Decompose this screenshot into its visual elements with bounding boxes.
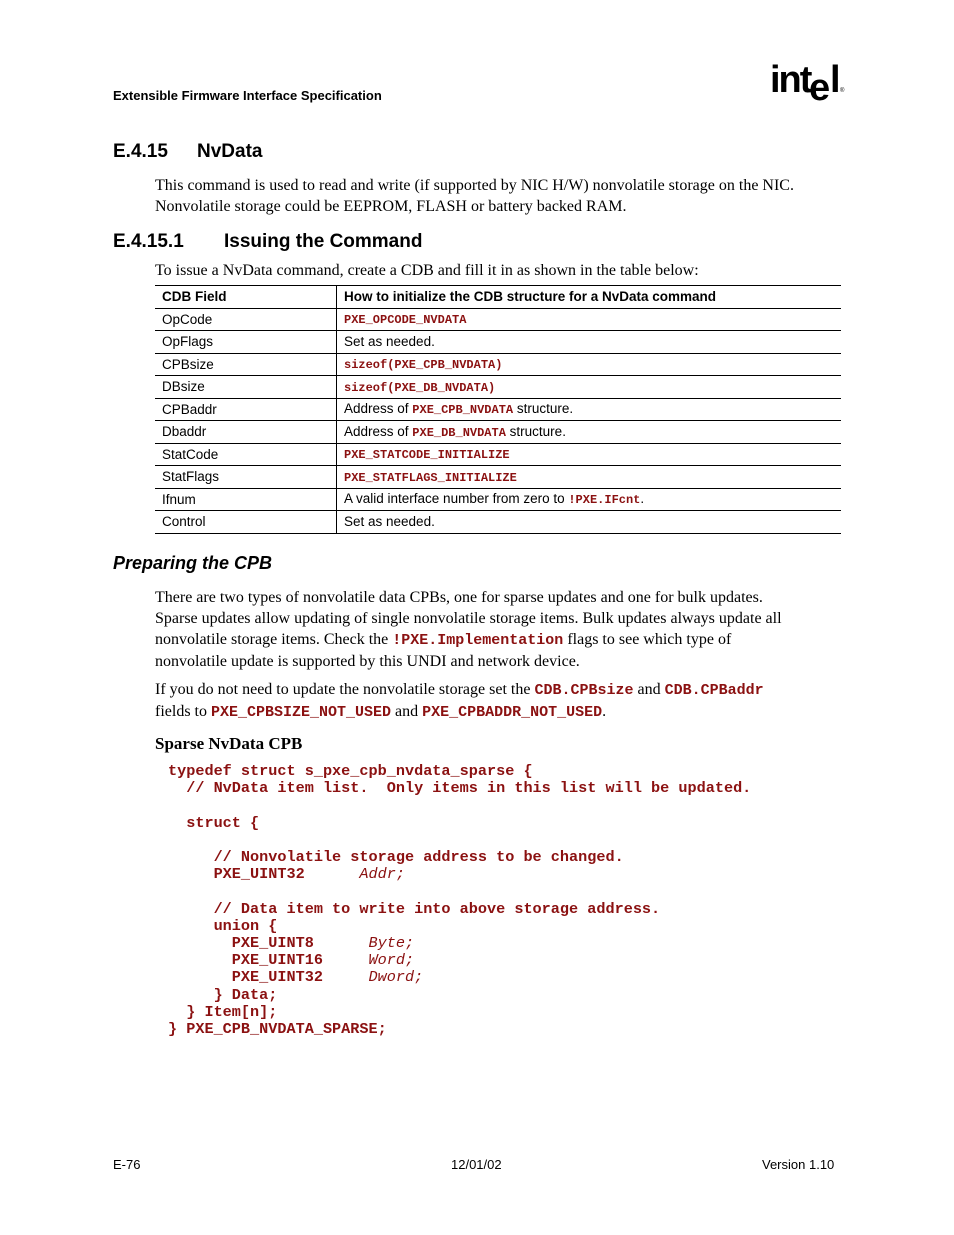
init-code: !PXE.IFcnt: [568, 493, 641, 508]
section-number: E.4.15: [113, 141, 168, 162]
init-code: PXE_OPCODE_NVDATA: [344, 313, 467, 328]
code-field-name: Dword;: [368, 968, 424, 987]
paragraph-text: .: [602, 703, 607, 720]
code-line: typedef struct s_pxe_cpb_nvdata_sparse {: [168, 762, 533, 780]
table-header-cell: How to initialize the CDB structure for a NvData command: [337, 286, 842, 309]
section-heading: [113, 141, 262, 163]
table-row: [155, 511, 841, 534]
cdb-field-cell: StatFlags: [155, 466, 337, 489]
cdb-init-cell: [337, 466, 842, 489]
init-text: Set as needed.: [344, 513, 435, 529]
init-code: PXE_DB_NVDATA: [412, 425, 506, 440]
code-type: PXE_UINT16: [168, 951, 323, 970]
init-text: Address of: [344, 423, 413, 439]
cdb-field-cell: OpCode: [155, 308, 337, 331]
init-text: Set as needed.: [344, 333, 435, 349]
cdb-field-cell: Control: [155, 511, 337, 534]
subsection-heading: [113, 231, 422, 253]
init-text: Address of: [344, 401, 413, 417]
preparing-paragraph-1: [155, 587, 845, 672]
table-row: [155, 308, 841, 331]
cdb-init-cell: [337, 398, 842, 421]
cdb-field-cell: DBsize: [155, 376, 337, 399]
subsection-number: E.4.15.1: [113, 231, 184, 252]
init-text: structure.: [505, 423, 566, 439]
inline-code: CDB.CPBaddr: [664, 682, 764, 699]
code-line: } Data;: [168, 985, 278, 1004]
cdb-init-cell: [337, 331, 842, 354]
code-field-name: Word;: [368, 951, 415, 970]
inline-code: CDB.CPBsize: [534, 682, 634, 699]
code-type: PXE_UINT32: [168, 865, 305, 884]
preparing-paragraph-2: [155, 679, 845, 723]
paragraph-line: [155, 679, 845, 701]
code-type: PXE_UINT32: [168, 968, 323, 987]
table-row: [155, 376, 841, 399]
svg-text:®: ®: [840, 88, 845, 94]
section-intro-line: This command is used to read and write (if supported by NIC H/W) nonvolatile storage on the NIC.: [155, 177, 794, 194]
paragraph-line: [155, 629, 845, 651]
init-text: .: [640, 491, 645, 507]
paragraph-text: If you do not need to update the nonvolatile storage set the: [155, 681, 535, 698]
init-text: A valid interface number from zero to: [344, 491, 569, 507]
cdb-field-cell: OpFlags: [155, 331, 337, 354]
preparing-heading: Preparing the CPB: [113, 553, 273, 573]
subsection-title: Issuing the Command: [224, 231, 423, 252]
paragraph-line: There are two types of nonvolatile data CPBs, one for sparse updates and one for bulk updates.: [155, 589, 763, 606]
section-intro-line: Nonvolatile storage could be EEPROM, FLASH or battery backed RAM.: [155, 198, 627, 215]
cdb-init-cell: [337, 376, 842, 399]
table-row: [155, 353, 841, 376]
section-title: NvData: [197, 141, 263, 162]
table-row: [155, 466, 841, 489]
cdb-init-cell: [337, 353, 842, 376]
svg-text:l: l: [830, 59, 841, 101]
inline-code: PXE_CPBADDR_NOT_USED: [422, 704, 603, 721]
cdb-init-cell: [337, 511, 842, 534]
paragraph-line: nonvolatile update is supported by this UNDI and network device.: [155, 653, 580, 670]
cdb-field-cell: CPBaddr: [155, 398, 337, 421]
init-code: PXE_STATFLAGS_INITIALIZE: [344, 470, 517, 485]
table-header-cell: CDB Field: [155, 286, 337, 309]
code-line: } Item[n];: [168, 1002, 278, 1021]
code-line: struct {: [168, 813, 260, 832]
paragraph-text: fields to: [155, 703, 211, 720]
init-text: structure.: [513, 401, 574, 417]
cdb-init-cell: [337, 421, 842, 444]
cdb-table: [155, 285, 841, 534]
section-intro: [155, 175, 794, 217]
running-header-title: Extensible Firmware Interface Specification: [113, 88, 382, 103]
code-type: PXE_UINT8: [168, 934, 314, 953]
code-line: } PXE_CPB_NVDATA_SPARSE;: [168, 1020, 387, 1039]
init-code: PXE_CPB_NVDATA: [412, 403, 514, 418]
code-line: union {: [168, 916, 278, 935]
footer-date: 12/01/02: [451, 1157, 502, 1172]
sparse-heading: Sparse NvData CPB: [155, 734, 303, 753]
paragraph-text: nonvolatile storage items. Check the: [155, 631, 393, 648]
cdb-init-cell: [337, 308, 842, 331]
table-row: [155, 398, 841, 421]
paragraph-line: Sparse updates allow updating of single nonvolatile storage items. Bulk updates always update all: [155, 610, 782, 627]
cdb-field-cell: Ifnum: [155, 488, 337, 511]
table-header-row: [155, 286, 841, 309]
paragraph-text: flags to see which type of: [563, 631, 732, 648]
svg-text:int: int: [770, 59, 811, 101]
init-code: sizeof(PXE_DB_NVDATA): [344, 380, 496, 395]
paragraph-line: [155, 701, 845, 723]
cdb-field-cell: CPBsize: [155, 353, 337, 376]
paragraph-text: and: [633, 681, 665, 698]
code-comment: // Data item to write into above storage address.: [168, 899, 661, 918]
code-field-name: Byte;: [368, 934, 415, 953]
table-row: [155, 443, 841, 466]
subsection-intro: To issue a NvData command, create a CDB and fill it in as shown in the table below:: [155, 262, 699, 279]
code-comment: // NvData item list. Only items in this list will be updated.: [168, 779, 752, 798]
init-code: PXE_STATCODE_INITIALIZE: [344, 448, 510, 463]
init-code: sizeof(PXE_CPB_NVDATA): [344, 358, 503, 373]
sparse-struct-code: [168, 763, 751, 1038]
cdb-init-cell: [337, 488, 842, 511]
table-row: [155, 488, 841, 511]
inline-code: !PXE.Implementation: [392, 632, 564, 649]
footer-version: Version 1.10: [762, 1157, 835, 1172]
cdb-init-cell: [337, 443, 842, 466]
footer-page-number: E-76: [113, 1157, 141, 1172]
paragraph-text: and: [391, 703, 423, 720]
code-comment: // Nonvolatile storage address to be changed.: [168, 848, 624, 867]
table-row: [155, 331, 841, 354]
code-field-name: Addr;: [359, 865, 405, 884]
inline-code: PXE_CPBSIZE_NOT_USED: [211, 704, 392, 721]
svg-text:e: e: [809, 67, 831, 106]
cdb-field-cell: Dbaddr: [155, 421, 337, 444]
table-row: [155, 421, 841, 444]
intel-logo: [768, 56, 848, 106]
cdb-field-cell: StatCode: [155, 443, 337, 466]
